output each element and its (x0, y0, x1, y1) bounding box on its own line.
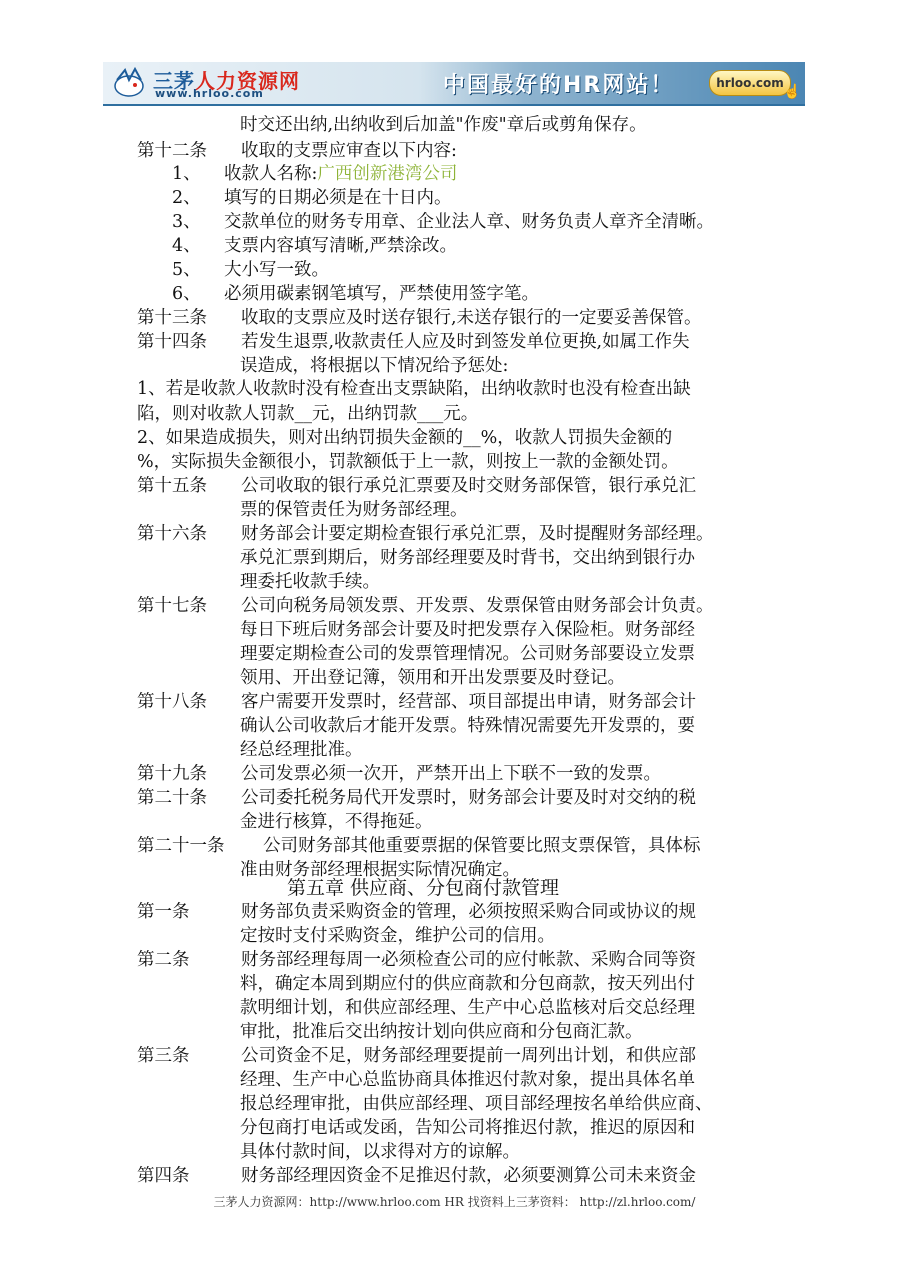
text-line (287, 876, 559, 900)
text-line (137, 402, 478, 426)
article-label: 第十四条 (137, 332, 207, 352)
line-text: 支票内容填写清晰,严禁涂改。 (224, 236, 458, 256)
article-label: 第十七条 (137, 596, 207, 616)
line-text: 公司委托税务局代开发票时，财务部会计要及时对交纳的税 (241, 788, 696, 808)
line-text: 每日下班后财务部会计要及时把发票存入保险柜。财务部经 (240, 620, 695, 640)
line-text: 收款人名称: (224, 164, 318, 184)
line-text: 分包商打电话或发函，告知公司将推迟付款，推迟的原因和 (240, 1118, 695, 1138)
article-line (172, 210, 714, 234)
line-text: 陷，则对收款人罚款__元，出纳罚款___元。 (137, 404, 479, 424)
article-label: 第十八条 (137, 692, 207, 712)
line-text: 必须用碳素钢笔填写，严禁使用签字笔。 (224, 284, 539, 304)
article-line (137, 786, 696, 810)
article-line (137, 522, 714, 546)
line-text: 定按时支付采购资金，维护公司的信用。 (240, 926, 555, 946)
article-label: 第十三条 (137, 308, 207, 328)
item-number: 4、 (172, 236, 201, 256)
line-text: 客户需要开发票时，经营部、项目部提出申请，财务部会计 (241, 692, 696, 712)
line-text: 交款单位的财务专用章、企业法人章、财务负责人章齐全清晰。 (224, 212, 714, 232)
text-line (240, 714, 695, 738)
text-line (137, 426, 672, 450)
line-text: 经理、生产中心总监协商具体推迟付款对象，提出具体名单 (240, 1070, 695, 1090)
text-line (240, 738, 363, 762)
line-text: 经总经理批准。 (240, 740, 363, 760)
article-line (137, 834, 701, 858)
text-line (240, 1068, 695, 1092)
line-text: 大小写一致。 (224, 260, 329, 280)
article-label: 第十六条 (137, 524, 207, 544)
article-line (137, 1164, 696, 1188)
text-line (240, 618, 695, 642)
item-number: 1、 (172, 164, 201, 184)
line-text: 票的保管责任为财务部经理。 (240, 500, 468, 520)
article-line (137, 330, 690, 354)
line-text: 1、若是收款人收款时没有检查出支票缺陷，出纳收款时也没有检查出缺 (137, 379, 691, 399)
article-line (172, 186, 452, 210)
article-label: 第四条 (137, 1166, 190, 1186)
text-line (240, 354, 508, 378)
highlighted-company-name: 广西创新港湾公司 (317, 164, 458, 184)
text-line (240, 1116, 695, 1140)
article-label: 第三条 (137, 1046, 190, 1066)
article-label: 第十九条 (137, 764, 207, 784)
text-line (240, 924, 555, 948)
article-line (137, 474, 696, 498)
article-line (137, 900, 696, 924)
article-label: 第十五条 (137, 476, 207, 496)
line-text: 理委托收款手续。 (240, 572, 380, 592)
line-text: 公司资金不足，财务部经理要提前一周列出计划，和供应部 (241, 1046, 696, 1066)
line-text: 金进行核算，不得拖延。 (240, 812, 433, 832)
article-line (137, 139, 457, 163)
text-line (240, 1092, 713, 1116)
article-line (172, 234, 457, 258)
line-text: 公司收取的银行承兑汇票要及时交财务部保管，银行承兑汇 (241, 476, 696, 496)
line-text: 理要定期检查公司的发票管理情况。公司财务部要设立发票 (240, 644, 695, 664)
article-label: 第二十条 (137, 788, 207, 808)
line-text: 确认公司收款后才能开发票。特殊情况需要先开发票的，要 (240, 716, 695, 736)
text-line (240, 570, 380, 594)
line-text: 审批，批准后交出纳按计划向供应商和分包商汇款。 (240, 1022, 643, 1042)
line-text: 准由财务部经理根据实际情况确定。 (240, 860, 520, 880)
article-line (137, 690, 696, 714)
brand-url: www.hrloo.com (155, 87, 264, 100)
hand-cursor-icon: ☝ (783, 84, 801, 100)
header-banner[interactable] (103, 62, 805, 106)
line-text: 误造成，将根据以下情况给予惩处: (240, 356, 509, 376)
page-footer: 三茅人力资源网：http://www.hrloo.com HR 找资料上三茅资料： http://zl.hrloo.com/ (213, 1195, 696, 1209)
text-line (240, 113, 647, 137)
article-line (172, 282, 539, 306)
chapter-title: 第五章 供应商、分包商付款管理 (287, 877, 560, 899)
article-line (172, 258, 329, 282)
line-text: 款明细计划，和供应部经理、生产中心总监核对后交总经理 (240, 998, 695, 1018)
line-text: 2、如果造成损失，则对出纳罚损失金额的__%，收款人罚损失金额的 (137, 428, 673, 448)
line-text: 领用、开出登记簿，领用和开出发票要及时登记。 (240, 668, 625, 688)
text-line (240, 996, 695, 1020)
text-line (240, 666, 625, 690)
article-line (172, 162, 457, 186)
line-text: 报总经理审批，由供应部经理、项目部经理按名单给供应商、 (240, 1094, 713, 1114)
line-text: 财务部会计要定期检查银行承兑汇票，及时提醒财务部经理。 (241, 524, 714, 544)
text-line (240, 498, 468, 522)
text-line (137, 450, 679, 474)
text-line (240, 642, 695, 666)
article-line (137, 1044, 696, 1068)
line-text: 承兑汇票到期后，财务部经理要及时背书，交出纳到银行办 (240, 548, 695, 568)
text-line (240, 972, 695, 996)
line-text: 时交还出纳,出纳收到后加盖"作废"章后或剪角保存。 (240, 115, 647, 135)
text-line (240, 1020, 643, 1044)
article-label: 第十二条 (137, 141, 207, 161)
line-text: 公司财务部其他重要票据的保管要比照支票保管，具体标 (263, 836, 701, 856)
line-text: 财务部经理因资金不足推迟付款，必须要测算公司未来资金 (241, 1166, 696, 1186)
article-line (137, 762, 661, 786)
line-text: 公司向税务局领发票、开发票、发票保管由财务部会计负责。 (241, 596, 714, 616)
text-line (240, 810, 433, 834)
text-line (240, 546, 695, 570)
article-line (137, 594, 714, 618)
line-text: %，实际损失金额很小，罚款额低于上一款，则按上一款的金额处罚。 (137, 452, 679, 472)
brand-name-part1: 三茅 (153, 69, 195, 93)
item-number: 5、 (172, 260, 201, 280)
banner-slogan: 中国最好的HR网站！ (443, 73, 675, 98)
line-text: 具体付款时间，以求得对方的谅解。 (240, 1142, 520, 1162)
line-text: 料，确定本周到期应付的供应商款和分包商款，按天列出付 (240, 974, 695, 994)
article-line (137, 948, 696, 972)
item-number: 3、 (172, 212, 201, 232)
article-label: 第一条 (137, 902, 190, 922)
item-number: 2、 (172, 188, 201, 208)
line-text: 公司发票必须一次开，严禁开出上下联不一致的发票。 (241, 764, 661, 784)
text-line (240, 1140, 520, 1164)
article-label: 第二条 (137, 950, 190, 970)
logo-bird-icon (111, 66, 147, 100)
article-line (137, 306, 702, 330)
brand-name-part2: 人力资源网 (195, 69, 300, 93)
hrloo-button[interactable]: hrloo.com (709, 70, 791, 96)
line-text: 财务部负责采购资金的管理，必须按照采购合同或协议的规 (241, 902, 696, 922)
line-text: 填写的日期必须是在十日内。 (224, 188, 452, 208)
line-text: 财务部经理每周一必须检查公司的应付帐款、采购合同等资 (241, 950, 696, 970)
line-text: 收取的支票应及时送存银行,未送存银行的一定要妥善保管。 (241, 308, 702, 328)
article-label: 第二十一条 (137, 836, 225, 856)
line-text: 收取的支票应审查以下内容: (241, 141, 457, 161)
line-text: 若发生退票,收款责任人应及时到签发单位更换,如属工作失 (241, 332, 690, 352)
text-line (137, 377, 691, 401)
item-number: 6、 (172, 284, 201, 304)
